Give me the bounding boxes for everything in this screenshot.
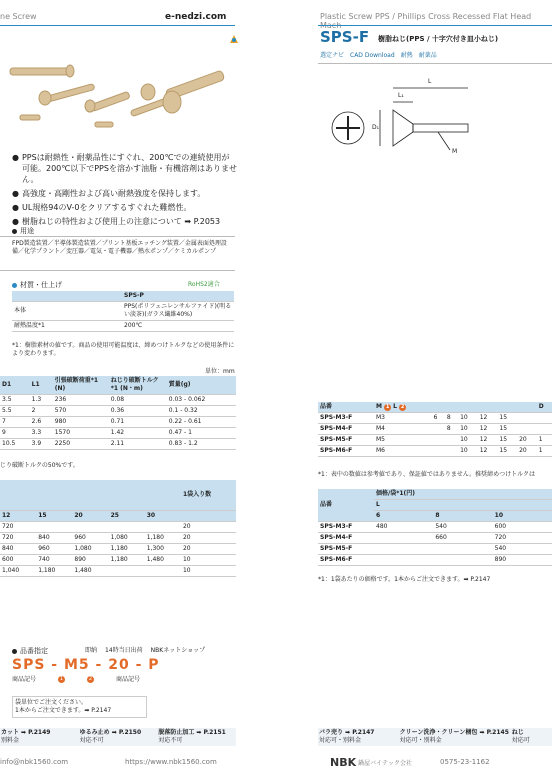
feature-item: ● 高強度・高剛性および高い耐熱強度を保持します。 xyxy=(12,189,206,198)
link-cad-download[interactable]: CAD Download xyxy=(350,52,395,59)
right-dim-note: *1：表中の数値は参考値であり、保証値ではありません。推奨締めつけトルクは xyxy=(318,471,536,478)
table-row xyxy=(0,543,236,554)
table-row xyxy=(0,428,236,439)
website-link[interactable]: https://www.nbk1560.com xyxy=(125,758,217,766)
table-row xyxy=(318,544,552,555)
table-cell: 10 xyxy=(458,435,478,446)
table-cell: 1 xyxy=(537,446,552,457)
table-cell xyxy=(432,424,445,435)
table-row xyxy=(318,533,552,544)
table-cell: SPS-M5-F xyxy=(318,435,374,446)
phone-number: 0575-23-1162 xyxy=(440,758,490,766)
table-row xyxy=(318,522,552,533)
table-cell xyxy=(374,555,433,566)
table-cell xyxy=(36,521,72,532)
table-cell xyxy=(537,413,552,424)
table-cell: 840 xyxy=(36,532,72,543)
table-row xyxy=(318,435,552,446)
spec-note: じり破断トルクの50%です。 xyxy=(0,462,79,469)
series-subtitle: 樹脂ねじ(PPS / 十字穴付き皿小ねじ) xyxy=(378,35,499,43)
table-cell: 3.5 xyxy=(0,395,30,406)
table-cell: 1,480 xyxy=(145,554,181,565)
material-note: *1：樹脂素材の値です。商品の使用可能温度は、締めつけトルクなどの使用条件により変わります。 xyxy=(12,342,235,357)
table-cell: 600 xyxy=(0,554,36,565)
table-cell: 5.5 xyxy=(0,406,30,417)
table-cell: 840 xyxy=(0,543,36,554)
table-cell: 12 xyxy=(478,413,498,424)
table-cell xyxy=(537,424,552,435)
table-row xyxy=(318,413,552,424)
table-cell: M3 xyxy=(374,413,432,424)
right-price-table: 品番 価格/袋*1(円) L 6 8 10 SPS-M3-F 480 540 600 SPS-M4-F 660 720 SPS-M5-F 540 SPS-M6-F 890 xyxy=(318,489,552,566)
table-cell: 8 xyxy=(445,424,458,435)
company-name: 鍋屋バイテック会社 xyxy=(358,760,413,767)
table-cell xyxy=(374,544,433,555)
table-cell: 980 xyxy=(53,417,109,428)
table-cell: SPS-M5-F xyxy=(318,544,374,555)
right-page-category: Plastic Screw PPS / Phillips Cross Recessed Flat Head xyxy=(320,12,532,21)
table-cell: 7 xyxy=(0,417,30,428)
bottom-options-right: バラ売り ➡ P.2147 対応可・別料金 クリーン洗浄・クリーン梱包 ➡ P.2145 対応可・別料金 ねじ 対応可 xyxy=(318,728,552,746)
table-cell: 9 xyxy=(0,428,30,439)
table-cell: 15 xyxy=(497,435,517,446)
order-heading: 品番指定 xyxy=(12,646,48,656)
right-links xyxy=(320,52,437,60)
email-link[interactable]: info@nbk1560.com xyxy=(0,758,69,766)
price-table-left: 1袋入り数 12 15 20 25 30 720 20 720 840 960 1,080 1,180 20 840 960 1,080 1,180 1,300 20 600 740 890 1,180 1,480 10 1,040 1,180 1,480 10 xyxy=(0,480,236,577)
link-heat: 耐熱 xyxy=(400,52,413,59)
link-chemical: 耐薬品 xyxy=(418,52,437,59)
table-cell: 10 xyxy=(181,565,236,576)
table-cell: SPS-M6-F xyxy=(318,555,374,566)
feature-item: ● PPSは耐熱性・耐薬品性にすぐれ、200℃での連続使用が可能。200℃以下でPPSを溶かす油脂・有機溶剤はありません。 xyxy=(12,153,237,184)
link-selection-navi[interactable]: 選定ナビ xyxy=(320,52,345,59)
table-cell: 1,180 xyxy=(109,543,145,554)
table-cell: 0.71 xyxy=(109,417,167,428)
table-row xyxy=(318,555,552,566)
table-cell: 960 xyxy=(72,532,108,543)
table-cell xyxy=(433,544,492,555)
table-cell: 15 xyxy=(497,446,517,457)
brand-logo: e-nedzi.com xyxy=(165,12,227,22)
table-cell: 3.9 xyxy=(30,439,53,450)
table-cell xyxy=(445,446,458,457)
table-cell: 0.03 - 0.062 xyxy=(167,395,236,406)
table-row xyxy=(0,521,236,532)
table-cell: 0.36 xyxy=(109,406,167,417)
table-cell: 960 xyxy=(36,543,72,554)
table-cell: 1570 xyxy=(53,428,109,439)
order-note: 袋単位でご注文ください。 1本からご注文できます。➡ P.2147 xyxy=(12,696,147,718)
table-cell xyxy=(433,555,492,566)
table-cell: SPS-M4-F xyxy=(318,424,374,435)
left-page-category: ne Screw xyxy=(0,12,37,21)
table-cell: 10 xyxy=(458,446,478,457)
table-row xyxy=(0,406,236,417)
table-cell: 600 xyxy=(493,522,552,533)
table-cell: 20 xyxy=(517,446,537,457)
table-cell: SPS-M3-F xyxy=(318,522,374,533)
feature-item: ● UL規格94のV-0をクリアするすぐれた難燃性。 xyxy=(12,203,192,212)
table-cell: 0.47 - 1 xyxy=(167,428,236,439)
rohs-badge: RoHS2適合 xyxy=(188,281,220,288)
table-cell: 1.3 xyxy=(30,395,53,406)
table-cell: 2.6 xyxy=(30,417,53,428)
nbk-logo: NBK xyxy=(330,756,357,769)
table-cell xyxy=(517,424,537,435)
application-heading: 用途 xyxy=(12,226,34,236)
features-list xyxy=(12,152,237,227)
spec-table: D1 L1 引張破断荷重*1 (N) ねじり破断トルク*1 (N・m) 質量(g) 3.5 1.3 236 0.08 0.03 - 0.062 5.5 2 570 0.36 0.1 - 0.32 7 2.6 980 0.71 0.22 - 0.61 9 3.3 1570 1.42 0.47 - 1 10.5 3.9 2250 2.11 0.83 - 1.2 xyxy=(0,376,236,450)
table-row xyxy=(0,439,236,450)
table-cell: 1.42 xyxy=(109,428,167,439)
table-cell: 10.5 xyxy=(0,439,30,450)
table-cell: 236 xyxy=(53,395,109,406)
table-cell: 20 xyxy=(181,532,236,543)
table-cell: 1,300 xyxy=(145,543,181,554)
right-dim-table: 品番 M 1 L 2 D SPS-M3-F M3 6 8 10 12 15 SPS-M4-F M4 8 10 12 15 SPS-M5-F M5 10 12 15 20 1 SPS-M6-F M6 10 12 15 20 1 xyxy=(318,402,552,457)
table-cell: 0.08 xyxy=(109,395,167,406)
table-cell: 12 xyxy=(478,435,498,446)
table-cell: 1,180 xyxy=(36,565,72,576)
tag-same-day: 14時当日出荷 xyxy=(105,647,143,654)
table-cell: 20 xyxy=(517,435,537,446)
table-cell: 1,040 xyxy=(0,565,36,576)
table-cell: 20 xyxy=(181,543,236,554)
table-row xyxy=(0,395,236,406)
table-cell: 720 xyxy=(493,533,552,544)
table-cell: 720 xyxy=(0,521,36,532)
table-cell: 1,180 xyxy=(109,554,145,565)
table-cell xyxy=(432,435,445,446)
table-cell: M6 xyxy=(374,446,432,457)
table-cell: 720 xyxy=(0,532,36,543)
feature-item[interactable]: ● 樹脂ねじの特性および使用上の注意について ➡ P.2053 xyxy=(12,217,221,226)
table-cell: 8 xyxy=(445,413,458,424)
table-cell xyxy=(374,533,433,544)
table-cell: SPS-M3-F xyxy=(318,413,374,424)
series-title: SPS-F xyxy=(320,28,370,46)
table-cell: 12 xyxy=(478,446,498,457)
table-cell: 6 xyxy=(432,413,445,424)
table-cell: 15 xyxy=(497,424,517,435)
table-cell: M5 xyxy=(374,435,432,446)
table-cell: 2 xyxy=(30,406,53,417)
table-cell: 10 xyxy=(458,424,478,435)
table-cell: 480 xyxy=(374,522,433,533)
table-cell: 3.3 xyxy=(30,428,53,439)
table-cell: 1,080 xyxy=(72,543,108,554)
table-cell: 10 xyxy=(181,554,236,565)
application-text: FPD製造装置／半導体製造装置／プリント基板エッチング装置／金属表面処理設備／化学プラント／変圧器／電気・電子機器／熱水ポンプ／ケミカルポンプ xyxy=(12,240,227,255)
table-cell: 570 xyxy=(53,406,109,417)
right-price-note: *1：1袋あたりの価格です。1本からご注文できます。➡ P.2147 xyxy=(318,576,491,583)
table-cell: 0.83 - 1.2 xyxy=(167,439,236,450)
table-cell: 740 xyxy=(36,554,72,565)
table-cell xyxy=(432,446,445,457)
table-row xyxy=(318,424,552,435)
bottom-options-left: カット ➡ P.2149 別料金 ゆるみ止め ➡ P.2150 対応不可 脱落防止加工 ➡ P.2151 対応不可 xyxy=(0,728,236,746)
table-cell: 2.11 xyxy=(109,439,167,450)
table-cell: 0.22 - 0.61 xyxy=(167,417,236,428)
table-cell: 20 xyxy=(181,521,236,532)
table-row xyxy=(0,554,236,565)
order-tags xyxy=(85,647,205,655)
table-cell: 1,080 xyxy=(109,532,145,543)
table-cell: 1 xyxy=(537,435,552,446)
table-cell: 540 xyxy=(493,544,552,555)
table-cell xyxy=(109,565,145,576)
tag-netshop: NBKネットショップ xyxy=(150,647,206,654)
tag-sokunou: 即納 xyxy=(85,647,98,654)
table-cell: 540 xyxy=(433,522,492,533)
brand-mascot-icon xyxy=(228,30,240,42)
material-table: SPS-P 本体 PPS(ポリフェニレンサルファイド)(明るい淡茶)(ガラス繊維40%) 耐熱温度*1 200℃ xyxy=(12,291,234,332)
table-cell xyxy=(145,521,181,532)
table-cell: 1,480 xyxy=(72,565,108,576)
product-photo xyxy=(0,60,235,140)
material-heading: 材質・仕上げ xyxy=(12,280,62,290)
table-cell xyxy=(517,413,537,424)
unit-label: 単位：mm xyxy=(205,368,235,375)
table-cell xyxy=(445,435,458,446)
table-cell: 890 xyxy=(493,555,552,566)
table-cell: SPS-M4-F xyxy=(318,533,374,544)
table-row xyxy=(0,565,236,576)
table-cell: 10 xyxy=(458,413,478,424)
table-row xyxy=(318,446,552,457)
table-cell: 660 xyxy=(433,533,492,544)
screw-drawing: L L₁ D₁ M xyxy=(318,70,552,170)
table-cell xyxy=(145,565,181,576)
table-cell: M4 xyxy=(374,424,432,435)
table-cell: 2250 xyxy=(53,439,109,450)
table-cell: SPS-M6-F xyxy=(318,446,374,457)
table-cell xyxy=(72,521,108,532)
table-cell: 15 xyxy=(497,413,517,424)
table-row xyxy=(0,532,236,543)
table-cell: 1,180 xyxy=(145,532,181,543)
part-number-labels: 商品記号 1 2 商品記号 xyxy=(12,676,141,683)
table-cell: 12 xyxy=(478,424,498,435)
table-cell xyxy=(109,521,145,532)
part-number-example: SPS - M5 - 20 - P xyxy=(12,657,160,673)
table-cell: 0.1 - 0.32 xyxy=(167,406,236,417)
table-row xyxy=(0,417,236,428)
table-cell: 890 xyxy=(72,554,108,565)
